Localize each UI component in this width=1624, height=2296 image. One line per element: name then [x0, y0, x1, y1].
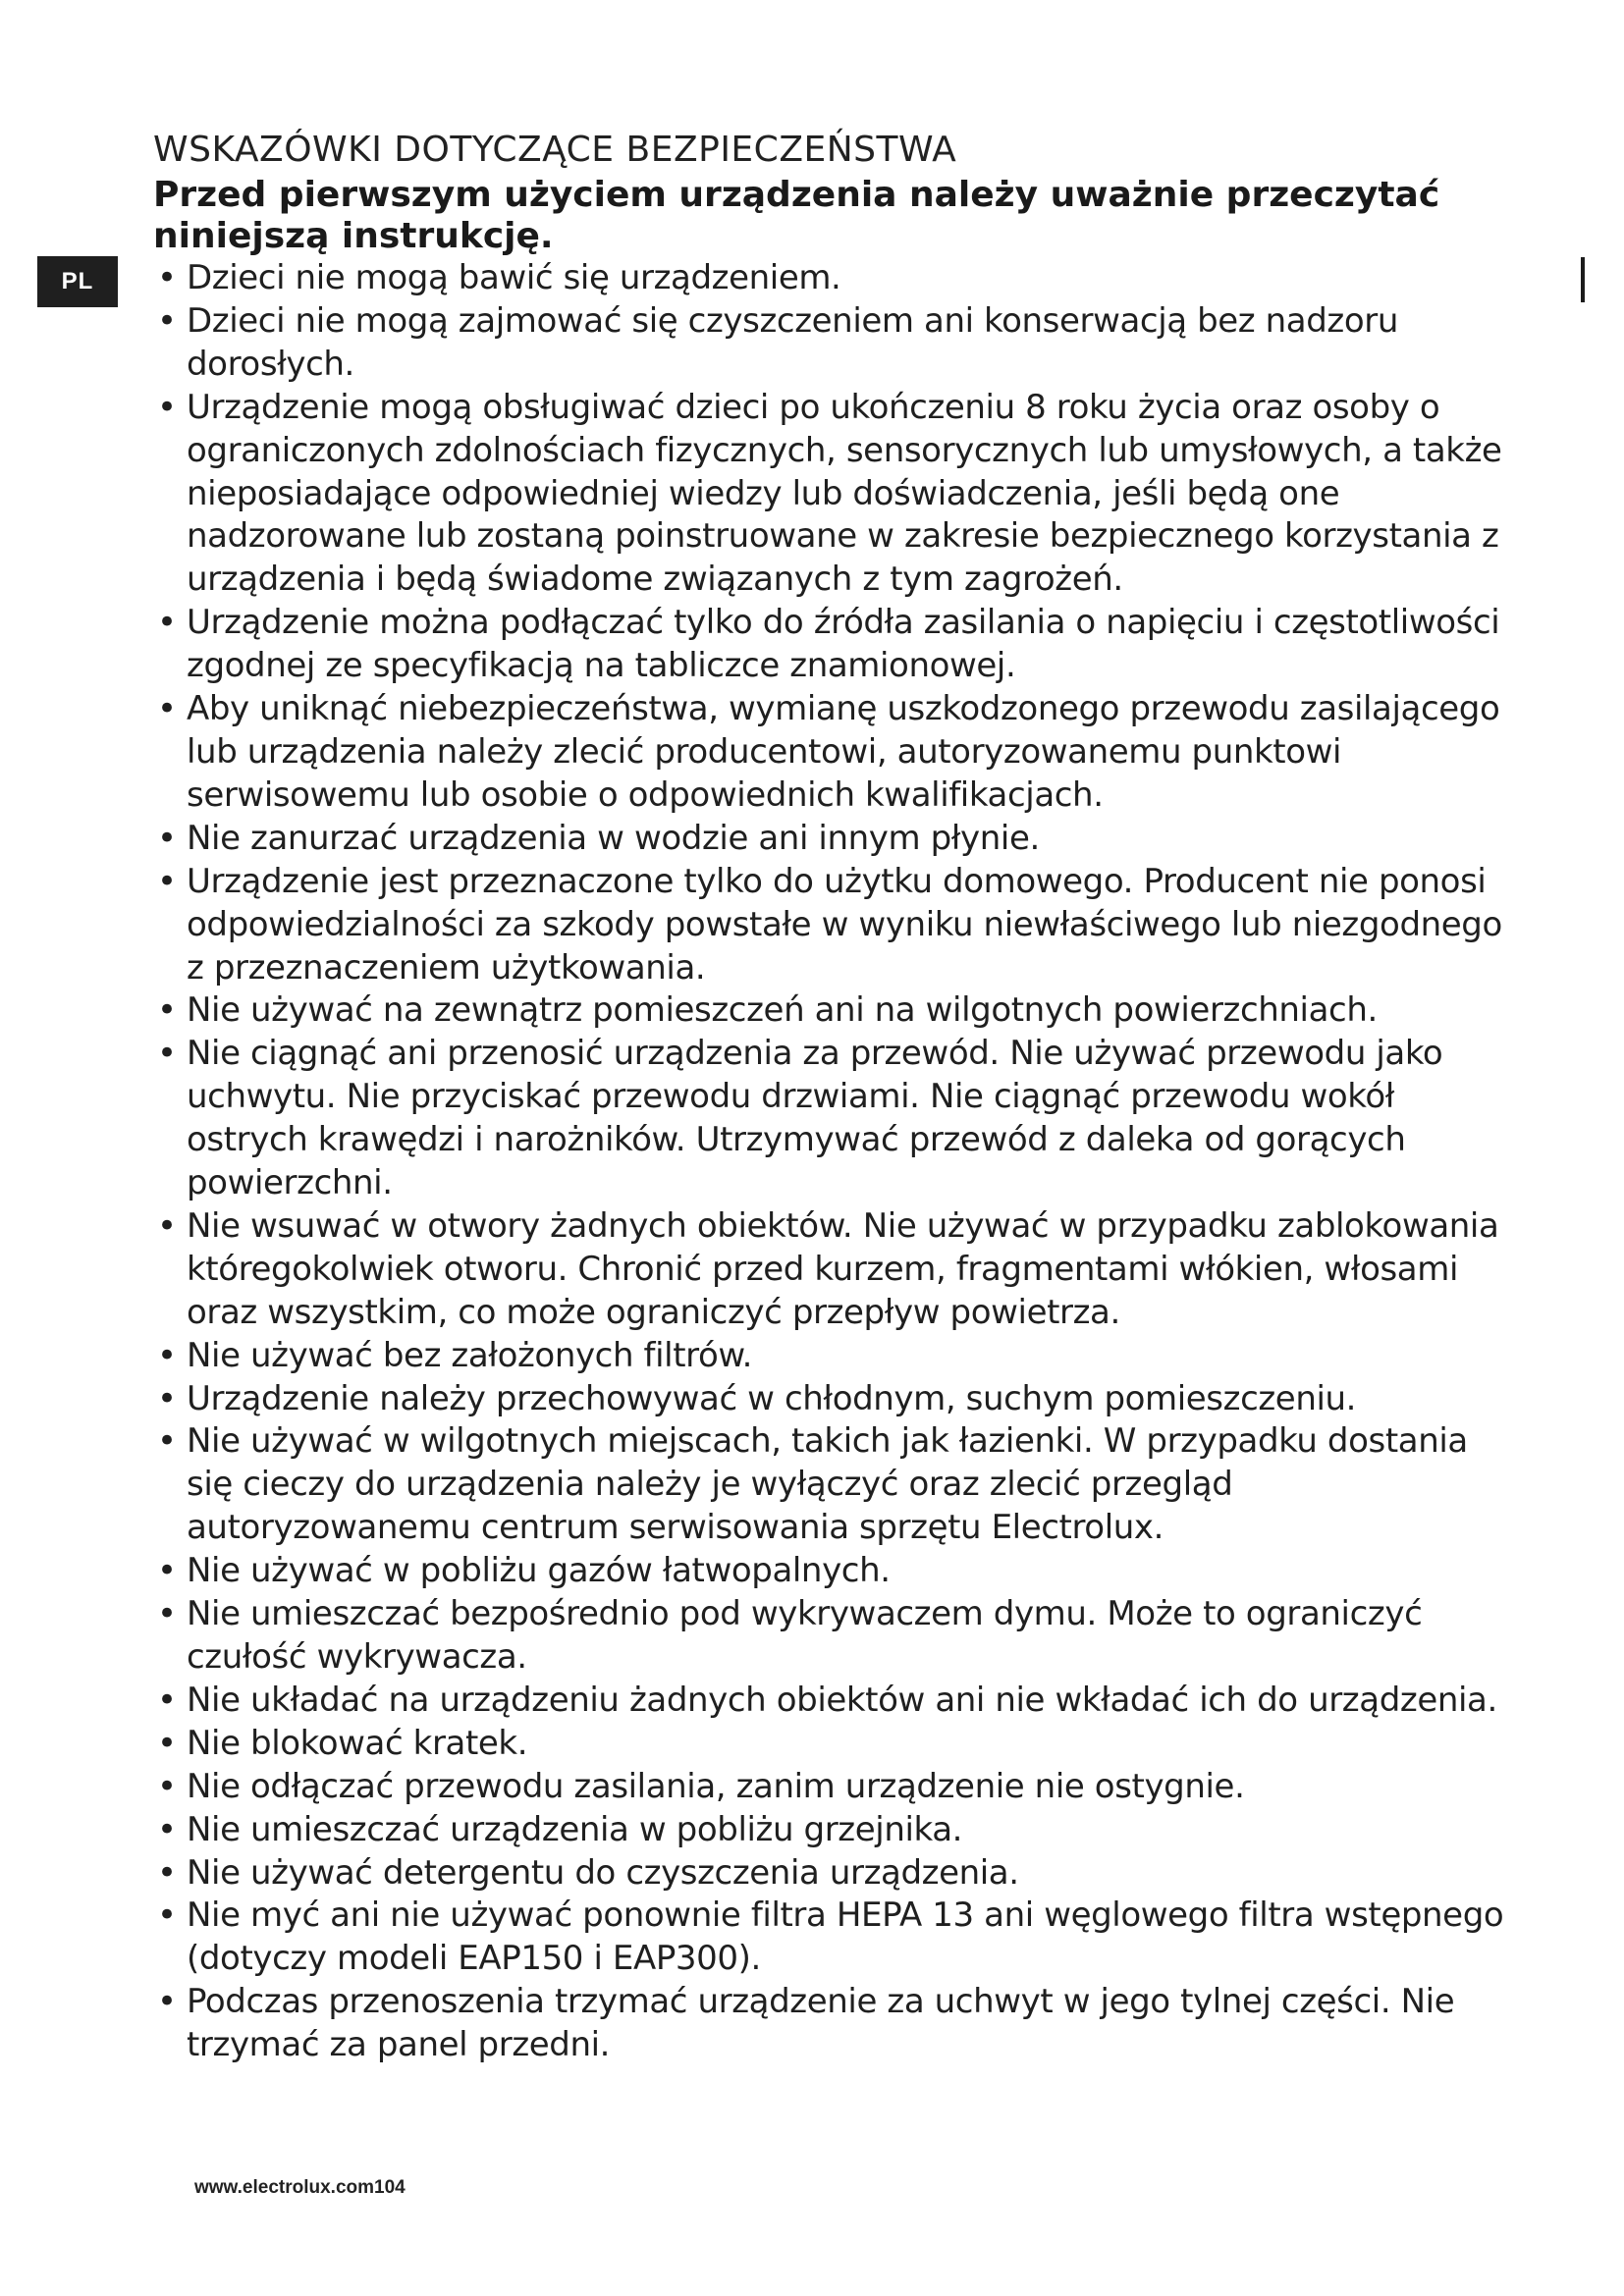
bullet-icon: • [157, 1378, 177, 1418]
safety-rule-text: Nie blokować kratek. [187, 1723, 528, 1763]
safety-rule [153, 989, 1508, 1033]
bullet-icon: • [157, 1896, 177, 1936]
bullet-icon: • [157, 818, 177, 858]
safety-instructions [153, 128, 1508, 2067]
safety-rule [153, 257, 1508, 300]
safety-rule [153, 1205, 1508, 1335]
bullet-icon: • [157, 603, 177, 643]
bullet-icon: • [157, 1594, 177, 1634]
bullet-icon: • [157, 258, 177, 297]
bullet-icon: • [157, 1680, 177, 1720]
safety-rule [153, 1335, 1508, 1378]
safety-rule-text: Nie używać na zewnątrz pomieszczeń ani na wilgotnych powierzchniach. [187, 990, 1378, 1031]
safety-rule [153, 1033, 1508, 1205]
safety-rule-text: Nie umieszczać urządzenia w pobliżu grzejnika. [187, 1809, 963, 1849]
safety-rule [153, 387, 1508, 603]
safety-rule-text: Aby uniknąć niebezpieczeństwa, wymianę uszkodzonego przewodu zasilającego lub urządzenia należy zlecić producentowi, autoryzowanemu punktowi serwisowemu lub osobie o odpowiednich kwalifikacjach. [187, 689, 1500, 815]
safety-rule-text: Nie odłączać przewodu zasilania, zanim urządzenie nie ostygnie. [187, 1766, 1245, 1806]
bullet-icon: • [157, 1421, 177, 1462]
safety-rule-text: Nie umieszczać bezpośrednio pod wykrywaczem dymu. Może to ograniczyć czułość wykrywacza. [187, 1594, 1423, 1677]
safety-rule-text: Nie myć ani nie używać ponownie filtra HEPA 13 ani węglowego filtra wstępnego (dotyczy modeli EAP150 i EAP300). [187, 1896, 1504, 1979]
safety-rule-text: Nie ciągnąć ani przenosić urządzenia za przewód. Nie używać przewodu jako uchwytu. Nie przyciskać przewodu drzwiami. Nie ciągnąć przewodu wokół ostrych krawędzi i narożników. Utrzymywać przewód z daleka od gorących powierzchni. [187, 1034, 1443, 1203]
safety-rule-text: Urządzenie należy przechowywać w chłodnym, suchym pomieszczeniu. [187, 1378, 1357, 1418]
bullet-icon: • [157, 1982, 177, 2022]
bullet-icon: • [157, 1723, 177, 1763]
safety-rule-text: Podczas przenoszenia trzymać urządzenie za uchwyt w jego tylnej części. Nie trzymać za panel przedni. [187, 1982, 1455, 2065]
bullet-icon: • [157, 300, 177, 341]
safety-rule [153, 861, 1508, 990]
bullet-icon: • [157, 990, 177, 1031]
safety-rule [153, 688, 1508, 818]
safety-rule [153, 1852, 1508, 1896]
safety-rule [153, 1378, 1508, 1421]
safety-rule-text: Nie układać na urządzeniu żadnych obiektów ani nie wkładać ich do urządzenia. [187, 1680, 1497, 1720]
safety-rule-text: Urządzenie można podłączać tylko do źródła zasilania o napięciu i częstotliwości zgodnej ze specyfikacją na tabliczce znamionowej. [187, 603, 1500, 686]
safety-rule-text: Nie używać w wilgotnych miejscach, takich jak łazienki. W przypadku dostania się cieczy do urządzenia należy je wyłączyć oraz zlecić przegląd autoryzowanemu centrum serwisowania sprzętu Electrolux. [187, 1421, 1468, 1548]
safety-rules-list [153, 257, 1508, 2067]
safety-rule-text: Nie używać detergentu do czyszczenia urządzenia. [187, 1852, 1019, 1893]
safety-rule [153, 1981, 1508, 2067]
safety-rule [153, 1593, 1508, 1680]
bullet-icon: • [157, 689, 177, 729]
bullet-icon: • [157, 1809, 177, 1849]
language-tab: PL [37, 256, 118, 307]
safety-rule-text: Urządzenie jest przeznaczone tylko do użytku domowego. Producent nie ponosi odpowiedzialności za szkody powstałe w wyniku niewłaściwego lub niezgodnego z przeznaczeniem użytkowania. [187, 861, 1502, 988]
safety-rule [153, 602, 1508, 688]
safety-rule [153, 818, 1508, 861]
bullet-icon: • [157, 1852, 177, 1893]
safety-rule [153, 1550, 1508, 1593]
safety-rule [153, 300, 1508, 387]
bullet-icon: • [157, 1205, 177, 1246]
bullet-icon: • [157, 387, 177, 427]
safety-rule-text: Nie używać bez założonych filtrów. [187, 1335, 753, 1375]
section-title: WSKAZÓWKI DOTYCZĄCE BEZPIECZEŃSTWA [153, 130, 957, 170]
safety-rule [153, 1766, 1508, 1809]
safety-rule [153, 1420, 1508, 1550]
bullet-icon: • [157, 1766, 177, 1806]
footer-url-page: www.electrolux.com104 [194, 2177, 406, 2198]
safety-rule-text: Nie używać w pobliżu gazów łatwopalnych. [187, 1551, 891, 1591]
bullet-icon: • [157, 1335, 177, 1375]
safety-rule-text: Nie wsuwać w otwory żadnych obiektów. Nie używać w przypadku zablokowania któregokolwiek otworu. Chronić przed kurzem, fragmentami włókien, włosami oraz wszystkim, co może ograniczyć przepływ powietrza. [187, 1205, 1499, 1332]
bullet-icon: • [157, 861, 177, 901]
safety-rule-text: Urządzenie mogą obsługiwać dzieci po ukończeniu 8 roku życia oraz osoby o ograniczonych zdolnościach fizycznych, sensorycznych lub umysłowych, a także nieposiadające odpowiedniej wiedzy lub doświadczenia, jeśli będą one nadzorowane lub zostaną poinstruowane w zakresie bezpiecznego korzystania z urządzenia i będą świadome związanych z tym zagrożeń. [187, 387, 1502, 600]
safety-rule [153, 1680, 1508, 1723]
intro-warning: Przed pierwszym użyciem urządzenia należy uważnie przeczytać niniejszą instrukcję. [153, 175, 1440, 256]
bullet-icon: • [157, 1551, 177, 1591]
safety-rule [153, 1723, 1508, 1766]
safety-rule [153, 1895, 1508, 1981]
safety-rule-text: Dzieci nie mogą zajmować się czyszczeniem ani konserwacją bez nadzoru dorosłych. [187, 300, 1399, 384]
safety-rule [153, 1809, 1508, 1852]
safety-rule-text: Nie zanurzać urządzenia w wodzie ani innym płynie. [187, 818, 1040, 858]
safety-rule-text: Dzieci nie mogą bawić się urządzeniem. [187, 258, 841, 297]
margin-marker [1581, 257, 1585, 302]
bullet-icon: • [157, 1034, 177, 1074]
